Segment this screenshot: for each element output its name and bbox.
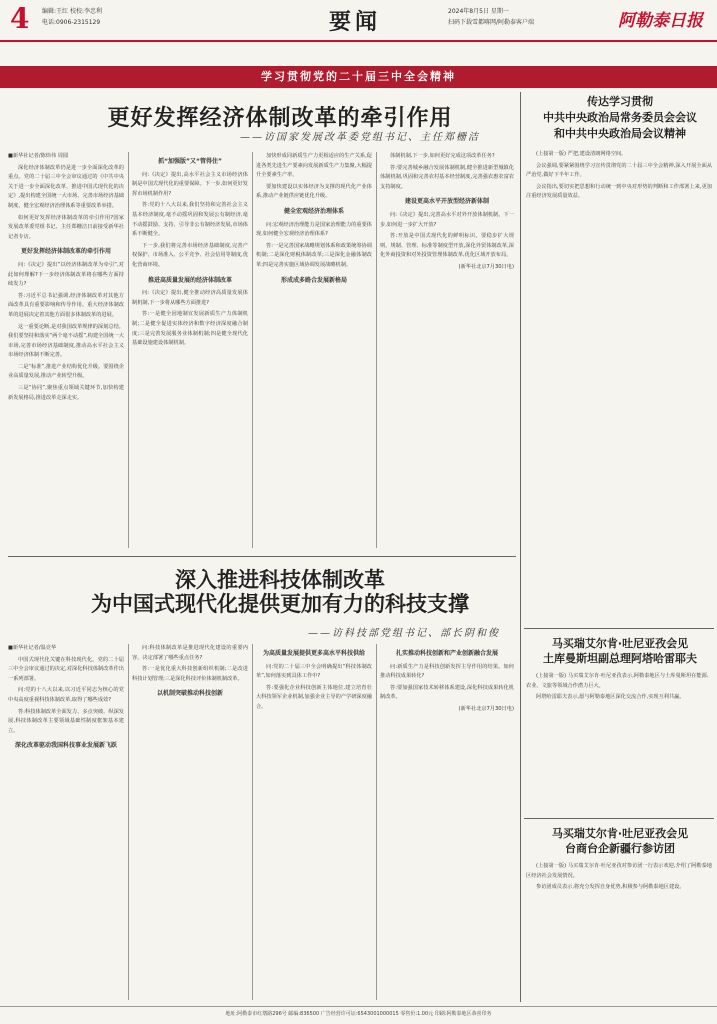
subsection-heading: 形成成多路合发展新格局 — [280, 276, 347, 284]
column-divider — [376, 152, 377, 548]
subsection-heading: 为高质量发展提供更多高水平科技供给 — [262, 650, 365, 657]
editor-info — [42, 6, 102, 28]
paragraph: 深化经济体制改革仍是进一步全面深化改革的重点。党的二十届三中全会审议通过的《中共中央关于进一步全面深化改革、推进中国式现代化的决定》,提出构建全国统一大市场、完善市场经济基础制度、健全宏观经济治理体系等重要改革举措。 — [8, 164, 124, 209]
editor: 编辑:王红 — [42, 8, 69, 15]
paragraph: 问:《决定》提出“以经济体制改革为牵引”,对此如何理解?下一步经济体制改革将在哪些方面持续发力? — [8, 261, 124, 288]
headline-line: 土库曼斯坦副总理阿塔哈雷耶夫 — [543, 652, 697, 665]
app-note: 扫码下载雪都喀网/阿勒泰客户端 — [448, 19, 535, 26]
date-info — [448, 6, 534, 28]
article2-headline — [40, 568, 520, 616]
paragraph: 要加快建设以实体经济为支撑的现代化产业体系,推动产业链供应链优化升级。 — [256, 183, 372, 200]
paragraph: 下一步,我们将完善市场经济基础制度,完善产权保护、市场准入、公平竞争、社会信用等制度,优化营商环境。 — [132, 242, 248, 268]
subsection-heading: 深化改革驱动我国科技事业发展新飞跃 — [14, 742, 117, 750]
paragraph: 答:要完善城乡融合发展体制机制,健全推进新型城镇化体制机制,巩固和完善农村基本经营制度,完善强农惠农富农支持制度。 — [380, 164, 514, 190]
article2-byline: ■新华社记者/温竞华 — [8, 645, 57, 651]
paragraph: 答:要加强国家技术转移体系建设,深化科技成果转化机制改革。 — [380, 684, 514, 701]
paragraph: 问:党的二十届三中全会明确提出“科技体制改革”,如何落实到具体工作中? — [256, 663, 372, 680]
article2-headline-line2: 为中国式现代化提供更加有力的科技支撑 — [91, 591, 469, 616]
paragraph: 答:一是健全因地制宜发展新质生产力体制机制;二是健全促进实体经济和数字经济深度融合制度;三是完善发展服务业体制机制;四是健全现代化基础设施建设体制机制。 — [132, 311, 248, 347]
right-article2-headline — [530, 636, 710, 666]
column-divider — [252, 152, 253, 548]
paragraph: 问:新质生产力是科技创新发挥主导作用的结果。如何推动科技成果转化? — [380, 663, 514, 680]
article1-subheadline: ——访国家发展改革委党组书记、主任郑栅洁 — [240, 132, 480, 143]
paragraph: 问:《决定》提出,高水平社会主义市场经济体制是中国式现代化的重要保障。下一步,如何更好发挥市场机制作用? — [132, 171, 248, 197]
article1-column-2 — [132, 152, 248, 548]
paragraph: 问:科技体制改革是推进现代化建设的重要内容。决定部署了哪些重点任务? — [132, 645, 248, 661]
weekday: 星期一 — [490, 8, 509, 15]
article1-byline: ■新华社记者/陈炜伟 周圆 — [8, 153, 69, 159]
article-separator — [8, 556, 516, 557]
headline-line: 马买瑞艾尔肯·吐尼亚孜会见 — [551, 827, 689, 840]
column-divider — [128, 644, 129, 1000]
article2-column-4 — [380, 644, 514, 1000]
paragraph: 这一重要论断,是对我国改革规律的深刻总结。我们要坚持和落实“两个毫不动摇”,构建全国统一大市场,完善市场经济基础制度,推动高水平社会主义市场经济体制不断完善。 — [8, 323, 124, 359]
paragraph: 问:《决定》提出,完善高水平对外开放体制机制。下一步,如何进一步扩大开放? — [380, 211, 514, 228]
paragraph: 问:宏观经济治理能力是国家治理能力的重要体现,如何健全宏观经济治理体系? — [256, 221, 372, 238]
paragraph: 答:一是优化重大科技创新组织机制;二是改进科技计划管理;三是深化科技评价体制机制改革。 — [132, 666, 248, 682]
article2-subheadline: ——访科技部党组书记、部长阴和俊 — [308, 628, 500, 639]
headline-line: 马买瑞艾尔肯·吐尼亚孜会见 — [551, 637, 689, 650]
paragraph: 二是“标准”,推进产业结构优化升级。要围绕企业高质量发展,推动产业转型升级。 — [8, 363, 124, 380]
paragraph: 问:《决定》提出,健全推动经济高质量发展体制机制,下一步将从哪些方面推进? — [132, 290, 248, 306]
column-divider — [128, 152, 129, 548]
paragraph: 体制机制,下一步,如何更好完成这项改革任务? — [390, 153, 495, 159]
article1-headline: 更好发挥经济体制改革的牵引作用 — [107, 105, 453, 131]
paragraph: 答:党的十八大以来,我们坚持和完善社会主义基本经济制度,毫不动摇巩固和发展公有制经济,毫不动摇鼓励、支持、引导非公有制经济发展,市场体系不断健全。 — [132, 202, 248, 238]
right-article1-headline — [530, 94, 710, 142]
paragraph: 问:党的十八大以来,以习近平同志为核心的党中央高度重视科技体制改革,取得了哪些成效? — [8, 687, 124, 703]
headline-line: 台商台企新疆行参访团 — [565, 842, 675, 855]
paragraph: 会议强调,要紧紧围绕学习宣传贯彻党的二十届三中全会精神,深入开展全面从严治党,做好下半年工作。 — [526, 162, 712, 179]
paragraph: 答:一是完善国家战略规划体系和政策统筹协调机制;二是深化财税体制改革;三是深化金融体制改革;四是完善实施区域协调发展战略机制。 — [256, 242, 372, 268]
right-article3-headline — [530, 826, 710, 856]
paragraph: (上接第一版) 马买瑞艾尔肯·吐尼亚孜表示,阿勒泰地区与土库曼斯坦在能源、农业、文旅等领域合作潜力巨大。 — [526, 673, 712, 689]
dateline: (新华社北京7月30日电) — [458, 705, 514, 712]
paragraph: 答:习近平总书记强调,经济体制改革对其他方面改革具有重要影响和传导作用。重大经济体制改革的进展决定着其他方面很多体制改革的进展。 — [8, 292, 124, 318]
paragraph: (上接第一版) 严把,建设清朗网络空间。 — [536, 151, 627, 157]
headline-line: 传达学习贯彻 — [587, 95, 653, 108]
paragraph: 参访团成员表示,将充分发挥自身优势,积极参与阿勒泰地区建设。 — [536, 884, 685, 891]
right-column-divider — [520, 92, 521, 1002]
subsection-heading: 抓“加强版”又“管得住” — [158, 158, 222, 165]
article1-column-3 — [256, 152, 372, 548]
article2-column-1 — [8, 644, 124, 1000]
subsection-heading: 扎实推动科技创新和产业创新融合发展 — [395, 650, 498, 657]
headline-line: 中共中央政治局常务委员会会议 — [543, 111, 697, 124]
paragraph: 答:开放是中国式现代化的鲜明标识。要稳步扩大规则、规制、管理、标准等制度型开放,深化外贸体制改革,深化外商投资和对外投资管理体制改革,优化区域开放布局。 — [380, 233, 514, 259]
section-title: 要闻 — [328, 9, 381, 35]
article-separator — [524, 628, 714, 629]
article2-column-2 — [132, 644, 248, 1000]
paragraph: 如何更好发挥经济体制改革的牵引作用?国家发展改革委党组书记、主任郑栅洁日前接受新华社记者专访。 — [8, 214, 124, 240]
subsection-heading: 更好发挥经济体制改革的牵引作用 — [20, 248, 111, 256]
paragraph: 三是“协同”,聚焦重点领域关键环节,加快构建新发展格局,推进改革走深走实。 — [8, 385, 124, 401]
date: 2024年8月5日 — [448, 8, 489, 15]
subsection-heading: 健全宏观经济治理体系 — [283, 207, 344, 215]
paragraph: 阿塔哈雷耶夫表示,愿与阿勒泰地区深化交流合作,实现互利共赢。 — [536, 694, 685, 701]
phone: 电话:0906-2315129 — [42, 19, 101, 26]
subsection-heading: 以机制突破推动科技创新 — [156, 690, 223, 698]
headline-line: 和中共中央政治局会议精神 — [554, 127, 686, 140]
article1-column-4 — [380, 152, 514, 548]
article2-column-3 — [256, 644, 372, 1000]
proofreader: 校校:李忠利 — [69, 8, 102, 15]
column-divider — [376, 644, 377, 1000]
paragraph: 加快形成同新质生产力更相适应的生产关系,促进各类先进生产要素向发展新质生产力集聚,大幅提升全要素生产率。 — [256, 153, 372, 179]
column-divider — [252, 644, 253, 1000]
dateline: (新华社北京7月30日电) — [458, 263, 514, 270]
article2-headline-line1: 深入推进科技体制改革 — [175, 567, 385, 592]
right-article3-body — [526, 862, 712, 1000]
masthead — [0, 0, 717, 42]
theme-banner: 学习贯彻党的二十届三中全会精神 — [0, 66, 717, 88]
paragraph: 答:要强化企业科技创新主体地位,建立培育壮大科技领军企业机制,加强企业主导的产学研深度融合。 — [256, 684, 372, 710]
article-separator — [524, 818, 714, 819]
article1-column-1 — [8, 152, 124, 548]
paragraph: 中国式现代化关键在科技现代化。党的二十届三中全会审议通过的决定,对深化科技体制改革作出一系列部署。 — [8, 656, 124, 682]
paragraph: 会议指出,要切实把思想和行动统一到中央对形势的判断和工作部署上来,更加注重经济发展质量效益。 — [526, 183, 712, 200]
page-footer: 地址:阿勒泰市红墩路296号 邮编:836500 广告经营许可证:6543001000015 零售价:1.00元 印刷:阿勒泰地区恭喜印务 — [0, 1006, 717, 1024]
subsection-heading: 推进高质量发展的经济体制改革 — [147, 276, 232, 284]
newspaper-logo: 阿勒泰日报 — [618, 11, 703, 31]
paragraph: (上接第一版) 马买瑞艾尔肯·吐尼亚孜对参访团一行表示欢迎,介绍了阿勒泰地区经济社会发展情况。 — [526, 863, 712, 879]
right-article1-body — [526, 150, 712, 620]
paragraph: 答:科技体制改革全面发力、多点突破、纵深发展,科技体制改革主要领域基础性制度框架基本建立。 — [8, 708, 124, 734]
right-article2-body — [526, 672, 712, 812]
subsection-heading: 建设更高水平开放型经济新体制 — [404, 198, 489, 206]
page-number: 4 — [10, 2, 30, 35]
